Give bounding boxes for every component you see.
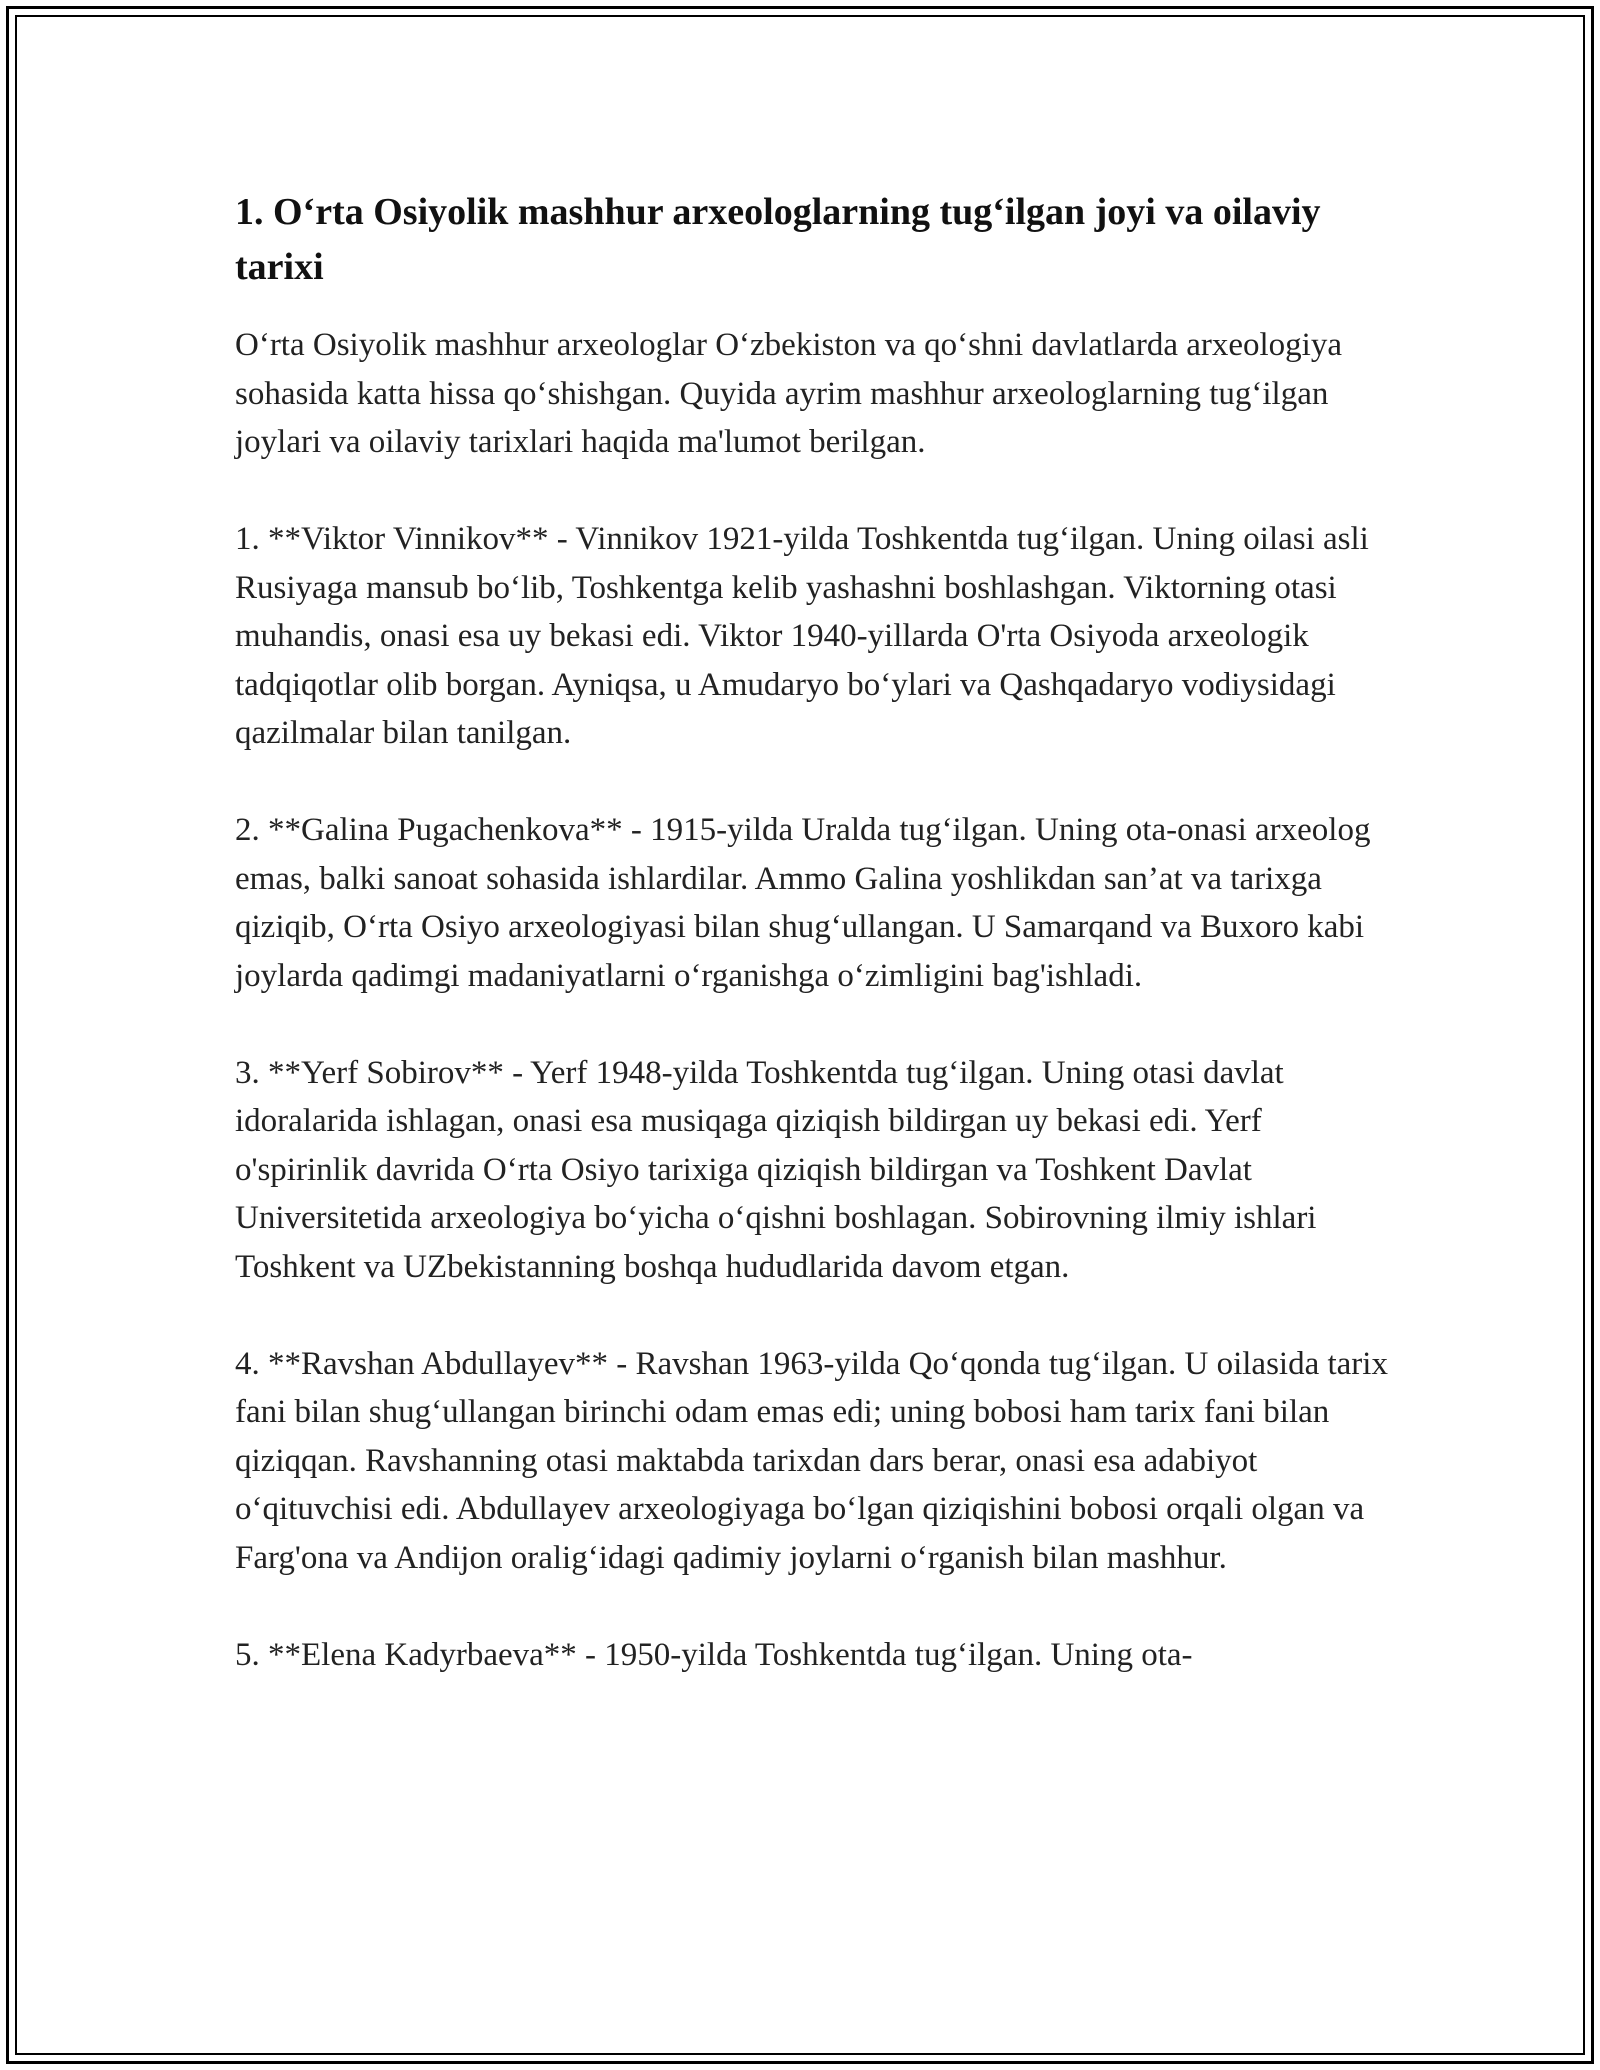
paragraph-sobirov: 3. **Yerf Sobirov** - Yerf 1948-yilda Toshkentda tug‘ilgan. Uning otasi davlat idoralarida ishlagan, onasi esa musiqaga qiziqish bildirgan uy bekasi edi. Yerf o'spirinlik davrida O‘rta Osiyo tarixiga qiziqish bildirgan va Toshkent Davlat Universitetida arxeologiya bo‘yicha o‘qishni boshlagan. Sobirovning ilmiy ishlari Toshkent va UZbekistanning boshqa hududlarida davom etgan. [235, 1054, 1317, 1285]
paragraph-kadyrbaeva: 5. **Elena Kadyrbaeva** - 1950-yilda Toshkentda tug‘ilgan. Uning ota- [235, 1636, 1193, 1673]
intro-paragraph: O‘rta Osiyolik mashhur arxeologlar O‘zbekiston va qo‘shni davlatlarda arxeologiya sohasida katta hissa qo‘shishgan. Quyida ayrim mashhur arxeologlarning tug‘ilgan joylari va oilaviy tarixlari haqida ma'lumot berilgan. [235, 327, 1342, 460]
paragraph-pugachenkova: 2. **Galina Pugachenkova** - 1915-yilda Uralda tug‘ilgan. Uning ota-onasi arxeolog emas, balki sanoat sohasida ishlardilar. Ammo Galina yoshlikdan san’at va tarixga qiziqib, O‘rta Osiyo arxeologiyasi bilan shug‘ullangan. U Samarqand va Buxoro kabi joylarda qadimgi madaniyatlarni o‘rganishga o‘zimligini bag'ishladi. [235, 812, 1371, 994]
document-title: 1. O‘rta Osiyolik mashhur arxeologlarning tug‘ilgan joyi va oilaviy tarixi [235, 191, 1321, 288]
paragraph-abdullayev: 4. **Ravshan Abdullayev** - Ravshan 1963-yilda Qo‘qonda tug‘ilgan. U oilasida tarix fani bilan shug‘ullangan birinchi odam emas edi; uning bobosi ham tarix fani bilan qiziqqan. Ravshanning otasi maktabda tarixdan dars berar, onasi esa adabiyot o‘qituvchisi edi. Abdullayev arxeologiyaga bo‘lgan qiziqishini bobosi orqali olgan va Farg'ona va Andijon oralig‘idagi qadimiy joylarni o‘rganish bilan mashhur. [235, 1345, 1388, 1576]
paragraph-vinnikov: 1. **Viktor Vinnikov** - Vinnikov 1921-yilda Toshkentda tug‘ilgan. Uning oilasi asli Rusiyaga mansub bo‘lib, Toshkentga kelib yashashni boshlashgan. Viktorning otasi muhandis, onasi esa uy bekasi edi. Viktor 1940-yillarda O'rta Osiyoda arxeologik tadqiqotlar olib borgan. Ayniqsa, u Amudaryo bo‘ylari va Qashqadaryo vodiysidagi qazilmalar bilan tanilgan. [235, 521, 1369, 751]
document-body [235, 185, 1395, 1728]
